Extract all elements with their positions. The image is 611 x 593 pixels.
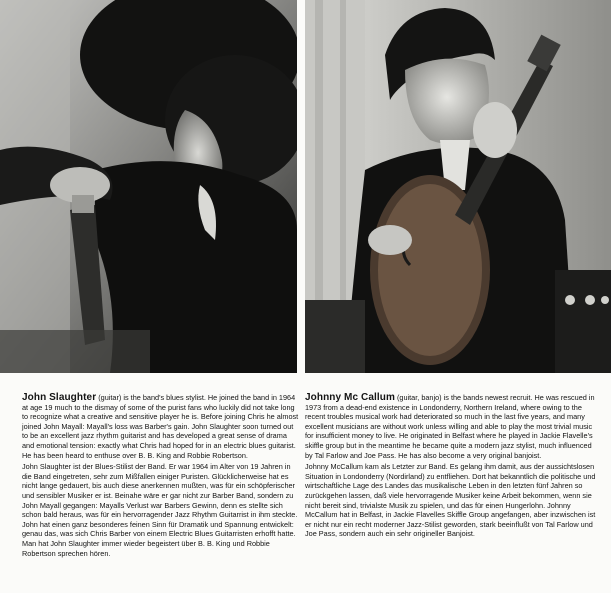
musician-name: John Slaughter bbox=[22, 392, 97, 403]
bio-english-text: is the band's blues stylist. He joined the band in 1964 at age 19 much to the dismay of some of the purist fans who luckily did not take long to recognize what a creative and sensitive player he is. Before joining Chris he almost joined John Mayall: Mayall's loss was Barber's gain. John Slaughter soon turned out to be an excellent jazz rhythm guitarist and has developed a great sense of drama and emotional tension: exactly what Chris had hoped for in an electric blues guitarist. He has been heard to enthuse over B. B. King and Robbie Robertson. bbox=[22, 393, 299, 460]
bio-de-right bbox=[305, 462, 599, 539]
bio-german-text: Johnny McCallum kam als Letzter zur Band. Es gelang ihm damit, aus der aussichtslosen Situation in Londonderry (Nordirland) zu entfliehen. Dort hat bekanntlich die politische und wirtschaftliche Lage des Landes das musikalische Leben in den letzten fünf Jahren so zurückgehen lassen, daß viele hervorragende Musiker keine Arbeit bekommen, wenn sie nicht bereit sind, trivialste Musik zu spielen, und das für einen Hungerlohn. Johnny McCallum hat in Belfast, in Jackie Flavelles Skiffle Group angefangen, aber inzwischen ist er nicht nur ein recht moderner Jazz-Stilist geworden, stark beeinflußt von Tal Farlow und Joe Pass, sondern auch ein sehr origineller Banjoist. bbox=[305, 462, 596, 539]
bio-en-right bbox=[305, 393, 599, 460]
musician-role: (guitar, banjo) bbox=[396, 393, 442, 402]
musician-name: Johnny Mc Callum bbox=[305, 392, 395, 403]
musician-role: (guitar) bbox=[98, 393, 122, 402]
photo-john-slaughter bbox=[0, 0, 297, 373]
photo-johnny-mccallum bbox=[305, 0, 611, 373]
bio-de-left bbox=[22, 462, 299, 558]
bio-en-left bbox=[22, 393, 299, 460]
bio-column-right bbox=[305, 393, 599, 541]
bio-english-text: is the bands newest recruit. He was rescued in 1973 from a dead-end existence in Londonderry, Northern Ireland, where owing to the recent troubles musical work had deteriorated so much in the last five years, and many excellent musicians are without work unless willing and able to play the most trivial music for insufficient money to live. He originated in Belfast where he played in Jackie Flavelle's skiffle group but in the meantime he became quite a modern jazz stylist, much influenced by Tal Farlow and Joe Pass. He has also become a very original banjoist. bbox=[305, 393, 595, 460]
bio-column-left bbox=[22, 393, 299, 560]
bio-german-text: John Slaughter ist der Blues-Stilist der Band. Er war 1964 im Alter von 19 Jahren in die Band eingetreten, sehr zum Mißfallen einiger Puristen. Glücklicherweise hat es nicht lange gedauert, bis auch diese anerkennen mußten, was für ein schöpferischer und sensibler Musiker er ist. Beinahe wäre er gar nicht zur Barber Band, sondern zu John Mayall gegangen: Mayalls Verlust war Barbers Gewinn, denn es stellte sich schon bald heraus, was für ein hervorragender Jazz Rhythm Guitarrist in ihm steckte. John hat einen ganz besonderes feinen Sinn für Dramatik und Spannung entwickelt: genau das, was sich Chris Barber von einem Electric Blues Guitarristen erhofft hatte. Man hat John Slaughter immer wieder begeistert über B. B. King und Robbie Robertson sprechen hören. bbox=[22, 462, 298, 558]
